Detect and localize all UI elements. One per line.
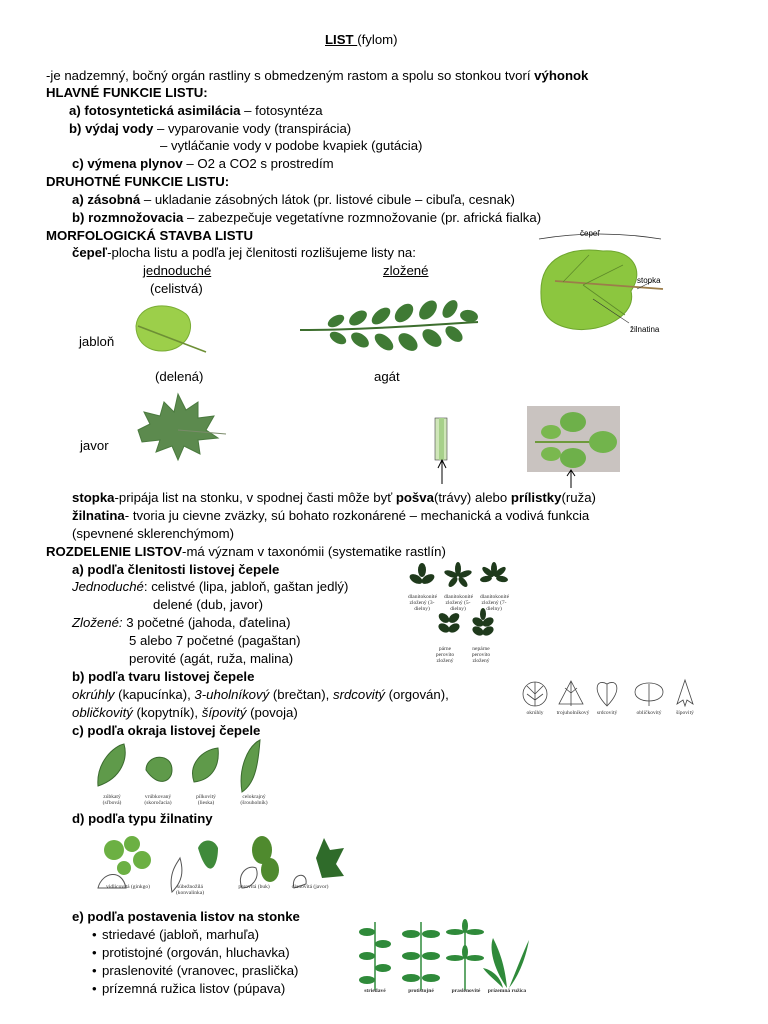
arrangement-caption-1: striedavé xyxy=(364,988,386,994)
compound-label: zložené xyxy=(383,263,429,278)
class-a-simple: Jednoduché: celistvé (lipa, jabloň, gaštan jedlý) xyxy=(72,579,349,594)
diagram-vein-label: žilnatina xyxy=(630,325,660,334)
stalk-line: stopka-pripája list na stonku, v spodnej časti môže byť pošva(trávy) alebo prílistky(ruža) xyxy=(72,490,596,505)
division-caption-1: dlanitokonité zložený (3-dielny) xyxy=(408,594,438,612)
division-caption-3: dlanitokonité zložený (7-dielny) xyxy=(480,594,510,612)
arrangement-caption-3: praslenovité xyxy=(451,988,481,994)
class-a-title: a) podľa členitosti listovej čepele xyxy=(72,562,280,577)
arrangement-caption-4: prízemná ružica xyxy=(487,988,527,994)
arrow-up xyxy=(565,468,577,488)
shape-caption-4: obličkovitý xyxy=(636,710,662,716)
venation-caption-2: súbežnožilá (konvalinka) xyxy=(175,884,205,896)
class-a-simple-2: delené (dub, javor) xyxy=(153,597,263,612)
class-e-item-2: • protistojné (orgován, hluchavka) xyxy=(92,944,290,961)
blade-line: čepeľ-plocha listu a podľa jej členitosti rozlišujeme listy na: xyxy=(72,245,416,260)
shape-caption-5: šípovitý xyxy=(676,710,694,716)
maple-label: javor xyxy=(80,438,109,453)
shape-caption-2: trojuholníkový xyxy=(556,710,590,716)
sheath-diagram xyxy=(425,416,465,486)
rose-leaf-image xyxy=(527,406,620,472)
main-function-b: b) výdaj vody – vyparovanie vody (transpirácia) xyxy=(69,121,352,136)
class-b-title: b) podľa tvaru listovej čepele xyxy=(72,669,255,684)
venation-caption-1: vidlicovitá (ginkgo) xyxy=(106,884,150,890)
secondary-functions-heading: DRUHOTNÉ FUNKCIE LISTU: xyxy=(46,174,230,189)
apple-label: jabloň xyxy=(79,334,115,349)
class-d-title: d) podľa typu žilnatiny xyxy=(72,811,213,826)
class-e-item-3: • praslenovité (vranovec, praslička) xyxy=(92,962,298,979)
division-figure xyxy=(406,562,510,662)
main-functions-heading: HLAVNÉ FUNKCIE LISTU: xyxy=(46,85,208,100)
venation-caption-3: perovitá (buk) xyxy=(238,884,270,890)
venation-line-2: (spevnené sklerenchýmom) xyxy=(72,526,234,541)
secondary-function-b: b) rozmnožovacia – zabezpečuje vegetatívne rozmnožovanie (pr. africká fialka) xyxy=(72,210,542,225)
class-a-compound-3: perovité (agát, ruža, malina) xyxy=(129,651,294,666)
maple-leaf-image xyxy=(128,390,228,465)
venation-figure xyxy=(92,828,354,908)
simple-label: jednoduché xyxy=(143,263,212,278)
class-a-compound: Zložené: 3 početné (jahoda, ďatelina) xyxy=(72,615,291,630)
division-caption-4: párne perovito zložený xyxy=(435,646,455,664)
divided-label: (delená) xyxy=(155,369,204,384)
class-a-compound-2: 5 alebo 7 početné (pagaštan) xyxy=(129,633,301,648)
edge-caption-4: celokrajný (šrouholník) xyxy=(240,794,268,806)
main-function-a: a) fotosyntetická asimilácia – fotosyntéza xyxy=(69,103,323,118)
secondary-function-a: a) zásobná – ukladanie zásobných látok (pr. listové cibule – cibuľa, cesnak) xyxy=(72,192,515,207)
division-caption-5: nepárne perovito zložený xyxy=(471,646,491,664)
edge-figure xyxy=(92,738,282,808)
arrangement-figure xyxy=(357,918,533,1002)
apple-leaf-image xyxy=(128,300,210,356)
venation-line: žilnatina- tvoria ju cievne zväzky, sú bohato rozkonárené – mechanická a vodivá funkcia xyxy=(72,508,590,523)
class-e-title: e) podľa postavenia listov na stonke xyxy=(72,909,300,924)
class-c-title: c) podľa okraja listovej čepele xyxy=(72,723,261,738)
whole-label: (celistvá) xyxy=(150,281,203,296)
acacia-label: agát xyxy=(374,369,400,384)
class-b-line-1: okrúhly (kapucínka), 3-uholníkový (brečtan), srdcovitý (orgován), xyxy=(72,687,449,702)
shape-figure xyxy=(515,678,695,720)
class-e-item-4: • prízemná ružica listov (púpava) xyxy=(92,980,285,997)
shape-caption-3: srdcovitý xyxy=(596,710,618,716)
intro-line: -je nadzemný, bočný orgán rastliny s obmedzeným rastom a spolu so stonkou tvorí výhonok xyxy=(46,68,589,83)
main-function-b-2: – vytláčanie vody v podobe kvapiek (gutácia) xyxy=(160,138,423,153)
class-e-item-1: • striedavé (jabloň, marhuľa) xyxy=(92,926,259,943)
venation-caption-4: dlanovitá (javor) xyxy=(291,884,329,890)
acacia-leaf-image xyxy=(296,292,481,360)
diagram-petiole-label: stopka xyxy=(637,276,661,285)
main-function-c: c) výmena plynov – O2 a CO2 s prostredím xyxy=(72,156,334,171)
class-b-line-2: obličkovitý (kopytník), šípovitý (povoja) xyxy=(72,705,298,720)
edge-caption-3: pílkovitý (lieska) xyxy=(196,794,216,806)
edge-caption-1: zúbkatý (sľbová) xyxy=(102,794,122,806)
diagram-blade-label: čepeľ xyxy=(580,229,600,238)
arrangement-caption-2: protistojné xyxy=(408,988,434,994)
edge-caption-2: vrúbkovaný (skoročacia) xyxy=(144,794,172,806)
page-title: LIST (fylom) xyxy=(325,32,398,47)
division-caption-2: dlanitokonité zložený (5-dielny) xyxy=(444,594,474,612)
leaf-diagram xyxy=(533,225,666,337)
classification-heading: ROZDELENIE LISTOV-má význam v taxonómii (systematike rastlín) xyxy=(46,544,446,559)
morphology-heading: MORFOLOGICKÁ STAVBA LISTU xyxy=(46,228,254,243)
shape-caption-1: okrúhly xyxy=(526,710,544,716)
